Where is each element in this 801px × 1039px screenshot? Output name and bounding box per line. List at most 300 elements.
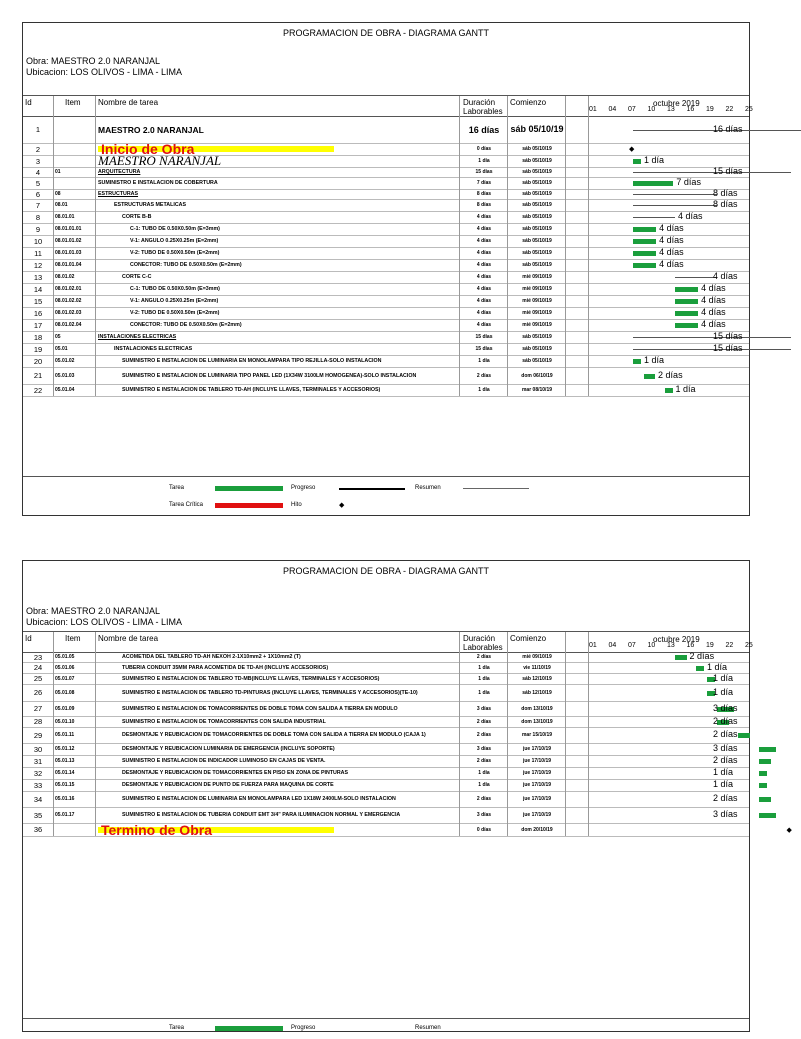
task-bar <box>675 655 687 660</box>
row-duration: 4 días <box>476 298 492 304</box>
row-task-name: SUMINISTRO E INSTALACION DE LUMINARIA EN MONOLAMPARA TIPO REJILLA-SOLO INSTALACION <box>122 358 382 364</box>
row-duration: 4 días <box>476 274 492 280</box>
legend-summary-label: Resumen <box>415 485 441 491</box>
row-id: 9 <box>35 224 41 234</box>
milestone-icon: ◆ <box>339 502 345 509</box>
row-start-date: dom 13/10/19 <box>521 705 553 712</box>
table-row <box>23 701 749 717</box>
row-item-code: 05.01.03 <box>55 372 75 379</box>
column-divider <box>565 96 566 396</box>
legend-summary-swatch <box>463 488 529 489</box>
task-bar <box>633 227 656 232</box>
row-task-name: V-1: ANGULO 0.25X0.25m (E=2mm) <box>130 298 219 304</box>
bar-label: 3 días <box>713 743 738 753</box>
row-task-name: SUMINISTRO E INSTALACION DE LUMINARIA TIPO PANEL LED (1X34W 3100LM HOMOGENEA)-SOLO INSTALACION <box>122 372 417 379</box>
row-duration: 1 día <box>478 158 490 164</box>
row-start-date: jue 17/10/19 <box>522 746 552 752</box>
task-bar <box>759 747 776 752</box>
timescale-month: octubre 2019 <box>653 635 700 644</box>
row-item-code: 05.01.08 <box>55 689 75 696</box>
row-start-date: mié 09/10/19 <box>522 322 552 328</box>
bar-label: 2 días <box>713 755 738 765</box>
legend-progress-swatch <box>339 488 405 490</box>
task-name-text: MAESTRO NARANJAL <box>98 153 222 168</box>
project-name: Obra: MAESTRO 2.0 NARANJAL <box>26 606 161 616</box>
row-start-date: jue 17/10/19 <box>522 812 552 818</box>
legend-milestone-label: Hito <box>291 502 302 508</box>
row-id: 20 <box>33 356 43 366</box>
bar-label: 1 día <box>644 155 665 165</box>
bar-label: 2 días <box>658 369 683 380</box>
bar-label: 2 días <box>689 651 715 661</box>
row-task-name: DESMONTAJE Y REUBICACION DE TOMACORRIENTES DE DOBLE TOMA CON SALIDA A TIERRA EN MODULO (CAJA 1) <box>122 732 426 738</box>
milestone-banner: Inicio de Obra <box>98 146 334 152</box>
row-start-date: sáb 05/10/19 <box>522 334 552 340</box>
row-start-date: sáb 05/10/19 <box>522 202 552 208</box>
row-item-code: 05.01.02 <box>55 358 75 364</box>
legend-task-label: Tarea <box>169 485 185 491</box>
bar-label: 7 días <box>676 177 701 187</box>
row-task-name: V-2: TUBO DE 0.50X0.50m (E=2mm) <box>130 250 220 256</box>
row-id: 4 <box>35 167 41 177</box>
row-duration: 1 día <box>478 675 490 682</box>
row-task-name: DESMONTAJE Y REUBICACION LUMINARIA DE EMERGENCIA (INCLUYE SOPORTE) <box>122 746 335 752</box>
row-id: 25 <box>33 674 43 683</box>
timescale-day: 19 <box>706 642 714 649</box>
timescale-day: 07 <box>628 106 636 113</box>
row-id: 12 <box>33 260 43 270</box>
bar-label: 1 día <box>713 767 734 777</box>
milestone-marker: ◆ <box>629 146 635 153</box>
row-duration: 3 días <box>476 812 492 818</box>
row-id: 5 <box>35 178 41 188</box>
row-start-date: dom 13/10/19 <box>521 718 553 725</box>
summary-bar <box>633 337 791 338</box>
row-start-date: sáb 05/10/19 <box>522 226 552 232</box>
row-task-name: SUMINISTRO E INSTALACION DE LUMINARIA EN MONOLAMPARA LED 1X18W 2400LM-SOLO INSTALACION <box>122 796 396 802</box>
row-duration: 2 días <box>476 796 492 802</box>
row-id: 28 <box>33 717 43 726</box>
timescale-day: 16 <box>686 642 695 649</box>
table-header <box>23 631 753 653</box>
row-id: 27 <box>33 704 43 713</box>
column-divider <box>565 632 566 836</box>
row-id: 6 <box>35 189 41 199</box>
task-bar <box>633 181 673 186</box>
row-duration: 0 días <box>476 146 492 152</box>
row-start-date: mar 08/10/19 <box>521 387 553 393</box>
row-duration: 2 días <box>476 732 492 738</box>
row-task-name: SUMINISTRO E INSTALACION DE TABLERO TD-PINTURAS (INCLUYE LLAVES, TERMINALES Y ACCESORIOS)(TE-10) <box>122 689 418 696</box>
row-duration: 8 días <box>476 191 492 197</box>
row-item-code: 05.01.17 <box>55 812 75 818</box>
bar-label: 4 días <box>701 283 726 293</box>
row-start-date: sáb 12/10/19 <box>522 675 552 682</box>
bar-label: 1 día <box>713 779 734 789</box>
row-task-name <box>98 189 453 199</box>
bar-label: 4 días <box>659 247 684 257</box>
gantt-page-1 <box>22 22 753 516</box>
col-id-header: Id <box>25 98 32 107</box>
row-duration: 15 días <box>475 169 493 175</box>
row-start-date: jue 17/10/19 <box>522 796 552 802</box>
row-start-date: sáb 05/10/19 <box>522 169 552 175</box>
row-id: 35 <box>33 810 43 820</box>
project-name: Obra: MAESTRO 2.0 NARANJAL <box>26 56 161 66</box>
row-start-date: sáb 05/10/19 <box>522 346 552 352</box>
row-duration: 2 días <box>476 654 492 660</box>
timescale-day: 13 <box>667 106 675 113</box>
legend <box>23 1018 749 1039</box>
task-bar <box>633 159 641 164</box>
row-start-date: sáb 05/10/19 <box>522 214 552 220</box>
project-location: Ubicacion: LOS OLIVOS - LIMA - LIMA <box>26 67 183 77</box>
timescale-day: 25 <box>745 642 753 649</box>
row-duration: 4 días <box>476 310 492 316</box>
bar-label: 8 días <box>713 199 738 209</box>
row-id: 8 <box>35 212 41 222</box>
row-item-code: 05 <box>55 334 61 340</box>
task-bar <box>759 813 776 818</box>
row-id: 11 <box>34 248 42 258</box>
bar-label: 15 días <box>713 343 743 353</box>
row-id: 19 <box>33 344 43 354</box>
row-start-date: mié 09/10/19 <box>522 298 552 304</box>
row-duration: 1 día <box>478 358 490 364</box>
column-divider <box>53 96 54 396</box>
column-divider <box>507 96 508 396</box>
bar-label: 8 días <box>713 188 738 198</box>
row-start-date: vie 11/10/19 <box>523 664 551 671</box>
timescale-day: 10 <box>647 106 656 113</box>
bar-label: 2 días <box>713 793 738 803</box>
row-task-name: SUMINISTRO E INSTALACION DE TOMACORRIENTES DE DOBLE TOMA CON SALIDA A TIERRA EN MODULO <box>122 705 398 712</box>
row-item-code: 08.01.01 <box>55 214 75 220</box>
row-id: 23 <box>33 652 43 662</box>
table-row <box>23 791 749 808</box>
bar-label: 1 día <box>713 686 734 697</box>
row-id: 17 <box>33 320 43 330</box>
timescale-day: 22 <box>725 642 734 649</box>
row-item-code: 05.01.06 <box>55 664 75 671</box>
row-duration: 16 días <box>468 124 500 135</box>
row-item-code <box>55 177 95 189</box>
row-task-name: C-1: TUBO DE 0.50X0.50m (E=3mm) <box>130 286 220 292</box>
row-start-date: sáb 12/10/19 <box>522 689 552 696</box>
bar-label: 4 días <box>678 211 703 221</box>
row-duration: 2 días <box>476 372 492 379</box>
row-item-code: 05.01.07 <box>55 675 75 682</box>
row-id: 26 <box>33 688 43 697</box>
column-divider <box>95 96 96 396</box>
timescale-day: 04 <box>608 642 617 649</box>
column-divider <box>459 632 460 836</box>
row-item-code: 05.01.16 <box>55 796 75 802</box>
row-duration: 1 día <box>478 689 490 696</box>
row-duration: 3 días <box>476 746 492 752</box>
summary-bar <box>633 217 675 218</box>
row-item-code: 05.01.04 <box>55 387 75 393</box>
bar-label: 3 días <box>713 702 738 713</box>
task-bar <box>665 388 673 393</box>
task-name-text: ARQUITECTURA <box>98 169 141 175</box>
column-divider <box>53 632 54 836</box>
bar-label: 4 días <box>659 259 684 269</box>
row-task-name: ACOMETIDA DEL TABLERO TD-AH NEXOH 2-1X10mm2 + 1X10mm2 (T) <box>122 654 301 660</box>
row-id: 32 <box>33 768 43 778</box>
row-task-name <box>98 155 453 167</box>
row-task-name: DESMONTAJE Y REUBICACION DE TOMACORRIENTES EN PISO EN ZONA DE PINTURAS <box>122 770 349 776</box>
task-bar <box>675 311 698 316</box>
summary-bar <box>633 194 717 195</box>
row-id: 7 <box>35 200 41 210</box>
column-divider <box>507 632 508 836</box>
row-id: 18 <box>33 332 43 342</box>
table-row <box>23 367 749 385</box>
row-id: 15 <box>33 296 43 306</box>
row-id: 2 <box>35 144 41 154</box>
row-item-code: 05.01.12 <box>55 746 75 752</box>
row-item-code: 08.01.01.03 <box>55 250 82 256</box>
milestone-marker: ◆ <box>786 826 792 834</box>
row-item-code <box>55 143 95 155</box>
row-item-code: 05.01.14 <box>55 770 75 776</box>
row-task-name: MAESTRO 2.0 NARANJAL <box>98 124 204 135</box>
row-start-date: mié 09/10/19 <box>522 274 552 280</box>
row-task-name: ESTRUCTURAS METALICAS <box>114 202 186 208</box>
summary-bar <box>633 205 717 206</box>
row-task-name: V-1: ANGULO 0.25X0.25m (E=2mm) <box>130 238 219 244</box>
row-duration: 15 días <box>475 346 493 352</box>
row-duration: 4 días <box>476 226 492 232</box>
bar-label: 1 día <box>644 355 665 365</box>
col-duration-header: Duración Laborables <box>463 634 503 652</box>
row-item-code <box>55 155 95 167</box>
row-item-code: 08.01.02.01 <box>55 286 82 292</box>
row-start-date: jue 17/10/19 <box>522 782 552 788</box>
row-start-date: dom 20/10/19 <box>521 826 553 833</box>
row-start-date: mar 15/10/19 <box>521 732 553 738</box>
table-row <box>23 727 749 744</box>
row-task-name: SUMINISTRO E INSTALACION DE TOMACORRIENTES CON SALIDA INDUSTRIAL <box>122 718 326 725</box>
row-duration: 7 días <box>476 180 492 186</box>
row-start-date: sáb 05/10/19 <box>522 158 552 164</box>
legend-task-swatch <box>215 1026 283 1031</box>
task-bar <box>759 797 771 802</box>
table-row <box>23 116 749 144</box>
row-item-code: 05.01.10 <box>55 718 75 725</box>
task-bar <box>738 733 750 738</box>
row-task-name: CONECTOR: TUBO DE 0.50X0.50m (E=2mm) <box>130 322 242 328</box>
row-id: 31 <box>33 756 43 766</box>
timescale-day: 04 <box>608 106 617 113</box>
row-duration: 0 días <box>476 826 492 833</box>
col-item-header: Item <box>65 634 81 643</box>
row-id: 30 <box>33 744 43 754</box>
row-duration: 3 días <box>476 705 492 712</box>
row-item-code: 05.01.11 <box>55 732 75 738</box>
row-start-date: mié 09/10/19 <box>522 310 552 316</box>
table-row <box>23 384 749 397</box>
row-id: 1 <box>35 125 41 134</box>
legend-summary-label: Resumen <box>415 1025 441 1031</box>
project-info <box>26 56 182 78</box>
row-duration: 2 días <box>476 758 492 764</box>
row-item-code: 05.01.09 <box>55 705 75 712</box>
task-name-text: INSTALACIONES ELECTRICAS <box>98 334 177 340</box>
col-item-header: Item <box>65 98 81 107</box>
task-name-text: ESTRUCTURAS <box>98 191 139 197</box>
row-task-name: V-2: TUBO DE 0.50X0.50m (E=2mm) <box>130 310 220 316</box>
row-id: 22 <box>33 385 43 395</box>
task-bar <box>675 299 698 304</box>
summary-bar <box>633 349 791 350</box>
column-divider <box>588 632 589 836</box>
bar-label: 3 días <box>713 809 738 819</box>
timescale-day: 07 <box>628 642 636 649</box>
row-item-code: 08.01.01.04 <box>55 262 82 268</box>
row-item-code: 05.01.15 <box>55 782 75 788</box>
row-id: 29 <box>33 730 43 740</box>
row-start-date: sáb 05/10/19 <box>510 124 564 134</box>
row-task-name: SUMINISTRO E INSTALACION DE TUBERIA CONDUIT EMT 3/4" PARA ILUMINACION NORMAL Y EMERGENCIA <box>122 812 401 818</box>
column-divider <box>588 96 589 396</box>
task-bar <box>644 374 656 379</box>
column-divider <box>95 632 96 836</box>
timescale-day: 16 <box>686 106 695 113</box>
row-item-code: 08.01.01.02 <box>55 238 82 244</box>
bar-label: 1 día <box>713 672 734 683</box>
row-item-code: 08.01.02.04 <box>55 322 82 328</box>
row-duration: 4 días <box>476 322 492 328</box>
row-duration: 1 día <box>478 770 490 776</box>
row-id: 3 <box>35 156 41 166</box>
row-item-code: 08.01.02.02 <box>55 298 82 304</box>
bar-label: 1 día <box>707 661 728 672</box>
table-row <box>23 684 749 702</box>
row-start-date: sáb 05/10/19 <box>522 238 552 244</box>
row-task-name: TUBERIA CONDUIT 35MM PARA ACOMETIDA DE TD-AH (INCLUYE ACCESORIOS) <box>122 664 329 671</box>
timescale-day: 13 <box>667 642 675 649</box>
timescale-day: 10 <box>647 642 656 649</box>
table-header <box>23 95 753 117</box>
legend-progress-label: Progreso <box>291 485 316 491</box>
row-start-date: sáb 05/10/19 <box>522 358 552 364</box>
gantt-page-2 <box>22 560 792 1032</box>
row-start-date: jue 17/10/19 <box>522 758 552 764</box>
task-bar <box>675 323 698 328</box>
row-task-name: INSTALACIONES ELECTRICAS <box>114 346 193 352</box>
row-item-code: 01 <box>55 169 61 175</box>
row-start-date: mié 09/10/19 <box>522 286 552 292</box>
row-item-code: 08.01 <box>55 202 68 208</box>
row-id: 24 <box>33 663 43 672</box>
bar-label: 4 días <box>701 295 726 305</box>
task-bar <box>696 666 704 671</box>
row-item-code <box>55 823 95 836</box>
task-bar <box>633 359 641 364</box>
row-start-date: sáb 05/10/19 <box>522 180 552 186</box>
project-location: Ubicacion: LOS OLIVOS - LIMA - LIMA <box>26 617 183 627</box>
row-item-code: 08 <box>55 191 61 197</box>
project-info <box>26 606 182 628</box>
task-bar <box>759 759 771 764</box>
bar-label: 15 días <box>713 166 743 176</box>
row-duration: 1 día <box>478 782 490 788</box>
row-duration: 4 días <box>476 262 492 268</box>
bar-label: 4 días <box>659 235 684 245</box>
row-start-date: sáb 05/10/19 <box>522 250 552 256</box>
row-start-date: sáb 05/10/19 <box>522 262 552 268</box>
row-item-code: 05.01.13 <box>55 758 75 764</box>
task-bar <box>633 251 656 256</box>
row-start-date: jue 17/10/19 <box>522 770 552 776</box>
row-id: 13 <box>33 272 43 282</box>
row-duration: 15 días <box>475 334 493 340</box>
page-title: PROGRAMACION DE OBRA - DIAGRAMA GANTT <box>282 28 490 38</box>
col-start-header: Comienzo <box>510 634 547 643</box>
task-bar <box>633 239 656 244</box>
row-item-code: 05.01.05 <box>55 654 75 660</box>
legend-critical-swatch <box>215 503 283 508</box>
row-start-date: sáb 05/10/19 <box>522 191 552 197</box>
bar-label: 2 días <box>713 715 738 726</box>
row-id: 36 <box>33 825 43 834</box>
row-id: 14 <box>33 284 43 294</box>
column-divider <box>459 96 460 396</box>
row-task-name <box>98 823 453 836</box>
row-task-name: DESMONTAJE Y REUBICACION DE PUNTO DE FUERZA PARA MAQUINA DE CORTE <box>122 782 334 788</box>
row-item-code <box>55 116 95 143</box>
bar-label: 15 días <box>713 331 743 341</box>
summary-bar <box>675 277 717 278</box>
row-id: 16 <box>33 308 43 318</box>
timescale-day: 25 <box>745 106 753 113</box>
row-duration: 4 días <box>476 214 492 220</box>
col-id-header: Id <box>25 634 32 643</box>
page-title: PROGRAMACION DE OBRA - DIAGRAMA GANTT <box>282 566 490 576</box>
row-task-name: CORTE C-C <box>122 274 152 280</box>
col-name-header: Nombre de tarea <box>98 634 159 643</box>
row-id: 34 <box>33 794 43 804</box>
row-task-name: CONECTOR: TUBO DE 0.50X0.50m (E=2mm) <box>130 262 242 268</box>
row-id: 33 <box>33 780 43 790</box>
task-bar <box>759 783 767 788</box>
row-duration: 8 días <box>476 202 492 208</box>
row-task-name <box>98 167 453 177</box>
row-item-code: 08.01.02.03 <box>55 310 82 316</box>
row-task-name: CORTE B-B <box>122 214 152 220</box>
summary-bar <box>633 172 791 173</box>
row-duration: 1 día <box>478 387 490 393</box>
col-start-header: Comienzo <box>510 98 547 107</box>
timescale-day: 22 <box>725 106 734 113</box>
bar-label: 2 días <box>713 729 738 739</box>
bar-label: 4 días <box>701 319 726 329</box>
legend-critical-label: Tarea Crítica <box>169 502 204 508</box>
timescale-day: 01 <box>589 106 597 113</box>
bar-label: 4 días <box>701 307 726 317</box>
row-id: 10 <box>33 236 43 246</box>
timescale-month: octubre 2019 <box>653 99 700 108</box>
row-task-name: C-1: TUBO DE 0.50X0.50m (E=3mm) <box>130 226 220 232</box>
legend-task-label: Tarea <box>169 1025 185 1031</box>
legend <box>23 476 749 515</box>
row-duration: 4 días <box>476 286 492 292</box>
legend-task-swatch <box>215 486 283 491</box>
bar-label: 4 días <box>713 271 738 281</box>
col-duration-header: Duración Laborables <box>463 98 503 116</box>
